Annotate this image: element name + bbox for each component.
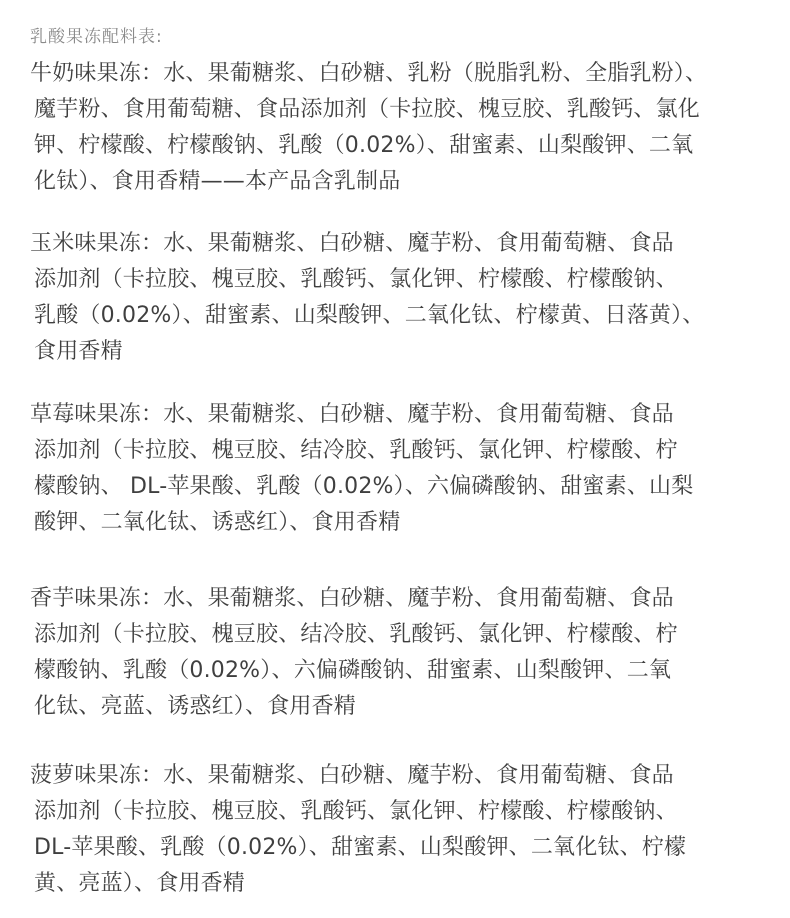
flavor-block-milk <box>30 56 790 200</box>
flavor-line: 玉米味果冻：水、果葡糖浆、白砂糖、魔芋粉、食用葡萄糖、食品 <box>30 231 674 256</box>
flavor-line: 香芋味果冻：水、果葡糖浆、白砂糖、魔芋粉、食用葡萄糖、食品 <box>30 586 674 611</box>
flavor-block-corn <box>30 226 790 370</box>
flavor-line: 草莓味果冻：水、果葡糖浆、白砂糖、魔芋粉、食用葡萄糖、食品 <box>30 402 674 427</box>
flavor-line: 檬酸钠、乳酸（0.02%）、六偏磷酸钠、甜蜜素、山梨酸钾、二氧 <box>34 658 672 683</box>
flavor-line: 檬酸钠、 DL-苹果酸、乳酸（0.02%）、六偏磷酸钠、甜蜜素、山梨 <box>34 474 694 499</box>
flavor-block-strawberry <box>30 397 790 541</box>
flavor-line: 化钛、亮蓝、诱惑红）、食用香精 <box>34 694 357 719</box>
page-title: 乳酸果冻配料表: <box>30 27 163 47</box>
flavor-line: 钾、柠檬酸、柠檬酸钠、乳酸（0.02%）、甜蜜素、山梨酸钾、二氧 <box>34 133 694 158</box>
flavor-line: 黄、亮蓝）、食用香精 <box>34 871 246 896</box>
flavor-line: 魔芋粉、食用葡萄糖、食品添加剂（卡拉胶、槐豆胶、乳酸钙、氯化 <box>34 97 701 122</box>
flavor-block-pineapple <box>30 758 790 902</box>
flavor-line: 添加剂（卡拉胶、槐豆胶、结冷胶、乳酸钙、氯化钾、柠檬酸、柠 <box>34 622 678 647</box>
flavor-block-taro <box>30 581 790 725</box>
flavor-line: 菠萝味果冻：水、果葡糖浆、白砂糖、魔芋粉、食用葡萄糖、食品 <box>30 763 674 788</box>
flavor-line: 乳酸（0.02%）、甜蜜素、山梨酸钾、二氧化钛、柠檬黄、日落黄）、 <box>34 303 705 328</box>
flavor-line: 添加剂（卡拉胶、槐豆胶、结冷胶、乳酸钙、氯化钾、柠檬酸、柠 <box>34 438 678 463</box>
flavor-line: 添加剂（卡拉胶、槐豆胶、乳酸钙、氯化钾、柠檬酸、柠檬酸钠、 <box>34 799 678 824</box>
flavor-line: 添加剂（卡拉胶、槐豆胶、乳酸钙、氯化钾、柠檬酸、柠檬酸钠、 <box>34 267 678 292</box>
flavor-line: 酸钾、二氧化钛、诱惑红）、食用香精 <box>34 510 401 535</box>
flavor-line: 牛奶味果冻：水、果葡糖浆、白砂糖、乳粉（脱脂乳粉、全脂乳粉）、 <box>30 61 708 86</box>
flavor-line: 食用香精 <box>34 339 123 364</box>
flavor-line: 化钛）、食用香精——本产品含乳制品 <box>34 169 401 194</box>
flavor-line: DL-苹果酸、乳酸（0.02%）、甜蜜素、山梨酸钾、二氧化钛、柠檬 <box>34 835 687 860</box>
